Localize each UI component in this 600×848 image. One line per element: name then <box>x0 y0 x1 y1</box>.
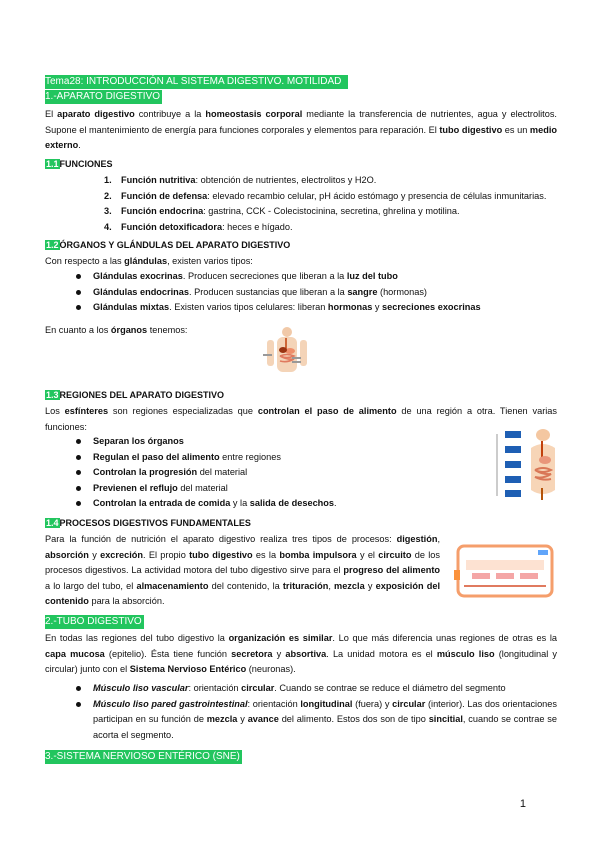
list-item: Glándulas exocrinas. Producen secreciones que liberan a la luz del tubo <box>93 269 553 285</box>
list-item: Separan los órganos <box>93 434 473 450</box>
regions-paragraph: Los esfínteres son regiones especializadas que controlan el paso de alimento de una región a otra. Tienen varias funciones: <box>45 406 557 432</box>
list-item: Controlan la progresión del material <box>93 465 473 481</box>
intro-paragraph: El aparato digestivo contribuye a la homeostasis corporal mediante la transferencia de nutrientes, agua y electrolitos. Supone el mantenimiento de energía para funciones corporales y elementos para reparación. El tubo digestivo es un medio externo. <box>45 109 557 150</box>
list-item: 3. Función endocrina: gastrina, CCK - Colecistocinina, secretina, ghrelina y motilina. <box>104 206 460 216</box>
body-organs-illustration <box>262 326 312 376</box>
list-item: Previenen el reflujo del material <box>93 481 473 497</box>
list-item: Músculo liso pared gastrointestinal: orientación longitudinal (fuera) y circular (interior). Las dos orientaciones participan en su función de mezcla y avance del alimento. Estos dos son de tipo sincitial, cuando se contrae se acorta el segmento. <box>93 697 557 744</box>
regions-illustration <box>495 428 557 508</box>
glands-intro: Con respecto a las glándulas, existen varios tipos: <box>45 256 253 266</box>
tubo-paragraph: En todas las regiones del tubo digestivo la organización es similar. Lo que más diferencia unas regiones de otras es la capa mucosa (epitelio). Ésta tiene función secretora y absortiva. La unidad motora es el músculo liso (longitudinal y circular) junto con el Sistema Nervioso Entérico (neuronas). <box>45 633 557 674</box>
document-title: Tema28: INTRODUCCIÓN AL SISTEMA DIGESTIVO. MOTILIDAD <box>45 75 348 89</box>
processes-paragraph: Para la función de nutrición el aparato digestivo realiza tres tipos de procesos: digestión, absorción y excreción. El propio tubo digestivo es la bomba impulsora y el circuito de los procesos digestivos. La actividad motora del tubo digestivo sirve para el progreso del alimento a lo largo del tubo, el almacenamiento del contenido, la trituración, mezcla y exposición del contenido para la absorción. <box>45 534 441 606</box>
list-item: Regulan el paso del alimento entre regiones <box>93 450 473 466</box>
glands-list <box>93 269 553 316</box>
list-item: Músculo liso vascular: orientación circular. Cuando se contrae se reduce el diámetro del segmento <box>93 681 557 697</box>
digestive-regions-figure <box>495 428 557 508</box>
functions-list <box>104 173 561 235</box>
list-item: 4. Función detoxificadora: heces e hígado. <box>104 221 293 232</box>
list-item: Controlan la entrada de comida y la salida de desechos. <box>93 496 473 512</box>
digestive-organs-figure <box>262 326 312 376</box>
sphincter-functions-list <box>93 434 473 512</box>
list-item: Glándulas mixtas. Existen varios tipos celulares: liberan hormonas y secreciones exocrinas <box>93 300 553 316</box>
subsection-heading-regiones: 1.3REGIONES DEL APARATO DIGESTIVO <box>46 390 225 400</box>
page-number: 1 <box>519 798 526 810</box>
list-item: 2. Función de defensa: elevado recambio celular, pH ácido estómago y presencia de células inmunitarias. <box>104 190 547 201</box>
processes-diagram <box>452 540 558 602</box>
list-item: Glándulas endocrinas. Producen sustancias que liberan a la sangre (hormonas) <box>93 285 553 301</box>
subsection-heading-procesos: 1.4PROCESOS DIGESTIVOS FUNDAMENTALES <box>46 518 251 528</box>
digestive-processes-figure <box>452 540 558 602</box>
subsection-heading-organos: 1.2ÓRGANOS Y GLÁNDULAS DEL APARATO DIGESTIVO <box>46 240 291 250</box>
list-item: 1. Función nutritiva: obtención de nutrientes, electrolitos y H2O. <box>104 175 377 185</box>
subsection-heading-funciones: 1.1FUNCIONES <box>46 159 113 169</box>
section-heading-1: 1.-APARATO DIGESTIVO <box>45 91 161 102</box>
organs-intro: En cuanto a los órganos tenemos: <box>45 325 188 335</box>
section-heading-3: 3.-SISTEMA NERVIOSO ENTÉRICO (SNE) <box>45 751 240 762</box>
muscle-list <box>93 681 557 743</box>
section-heading-2: 2.-TUBO DIGESTIVO <box>45 616 142 627</box>
